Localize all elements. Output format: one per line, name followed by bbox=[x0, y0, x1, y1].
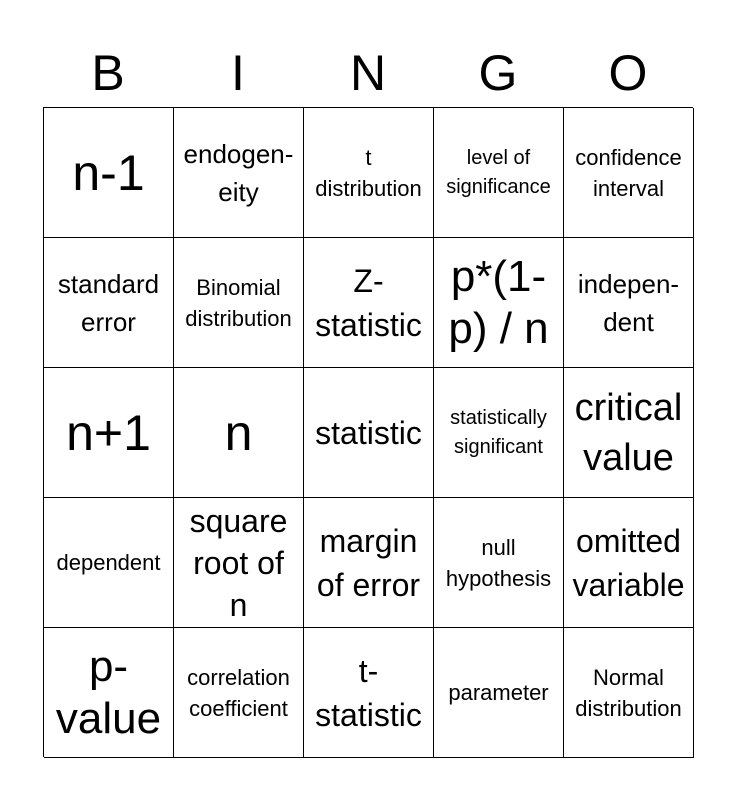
cell-text: p- value bbox=[55, 641, 162, 743]
bingo-cell[interactable] bbox=[44, 238, 174, 368]
bingo-cell[interactable] bbox=[434, 108, 564, 238]
bingo-cell[interactable] bbox=[564, 498, 694, 628]
bingo-cell[interactable] bbox=[304, 238, 434, 368]
cell-text: parameter bbox=[448, 680, 549, 705]
cell-text: t- statistic bbox=[315, 652, 422, 733]
bingo-header bbox=[43, 42, 693, 104]
bingo-cell[interactable] bbox=[434, 368, 564, 498]
bingo-cell[interactable] bbox=[564, 368, 694, 498]
cell-text: standard error bbox=[57, 268, 160, 337]
cell-text: endogen- eity bbox=[183, 138, 294, 207]
cell-text: n-1 bbox=[72, 144, 145, 201]
header-letter-n: N bbox=[349, 45, 387, 101]
bingo-cell[interactable] bbox=[44, 368, 174, 498]
cell-text: level of significance bbox=[446, 146, 551, 198]
cell-text: p*(1- p) / n bbox=[448, 251, 549, 353]
bingo-cell[interactable] bbox=[174, 498, 304, 628]
cell-text: n+1 bbox=[66, 404, 151, 461]
bingo-cell[interactable] bbox=[304, 368, 434, 498]
bingo-cell[interactable] bbox=[564, 238, 694, 368]
cell-text: dependent bbox=[56, 550, 161, 575]
bingo-cell[interactable] bbox=[304, 108, 434, 238]
cell-text: square root of n bbox=[189, 502, 288, 623]
cell-text: confidence interval bbox=[575, 144, 682, 201]
cell-text: Z- statistic bbox=[315, 262, 422, 343]
header-letter-o: O bbox=[608, 45, 648, 101]
bingo-cell[interactable] bbox=[174, 238, 304, 368]
bingo-grid bbox=[43, 107, 693, 757]
cell-text: statistic bbox=[315, 414, 422, 451]
header-letter-i: I bbox=[231, 45, 245, 101]
cell-text: statistically significant bbox=[450, 406, 547, 458]
bingo-cell[interactable] bbox=[174, 108, 304, 238]
bingo-cell[interactable] bbox=[44, 628, 174, 758]
bingo-cell[interactable] bbox=[434, 628, 564, 758]
header-letter-b: B bbox=[91, 45, 125, 101]
cell-text: n bbox=[224, 404, 253, 461]
cell-text: Normal distribution bbox=[575, 664, 682, 721]
cell-text: margin of error bbox=[316, 522, 421, 603]
bingo-cell[interactable] bbox=[434, 238, 564, 368]
cell-text: t distribution bbox=[315, 144, 422, 201]
cell-text: null hypothesis bbox=[445, 534, 552, 591]
bingo-cell[interactable] bbox=[44, 498, 174, 628]
cell-text: omitted variable bbox=[572, 522, 685, 603]
bingo-cell[interactable] bbox=[44, 108, 174, 238]
header-letter-g: G bbox=[478, 45, 518, 101]
bingo-cell[interactable] bbox=[174, 628, 304, 758]
bingo-cell[interactable] bbox=[564, 628, 694, 758]
bingo-cell[interactable] bbox=[304, 498, 434, 628]
bingo-cell[interactable] bbox=[174, 368, 304, 498]
cell-text: indepen- dent bbox=[577, 268, 680, 337]
cell-text: critical value bbox=[574, 386, 683, 479]
bingo-cell[interactable] bbox=[564, 108, 694, 238]
cell-text: correlation coefficient bbox=[187, 664, 290, 721]
bingo-cell[interactable] bbox=[304, 628, 434, 758]
bingo-cell[interactable] bbox=[434, 498, 564, 628]
cell-text: Binomial distribution bbox=[185, 274, 292, 331]
